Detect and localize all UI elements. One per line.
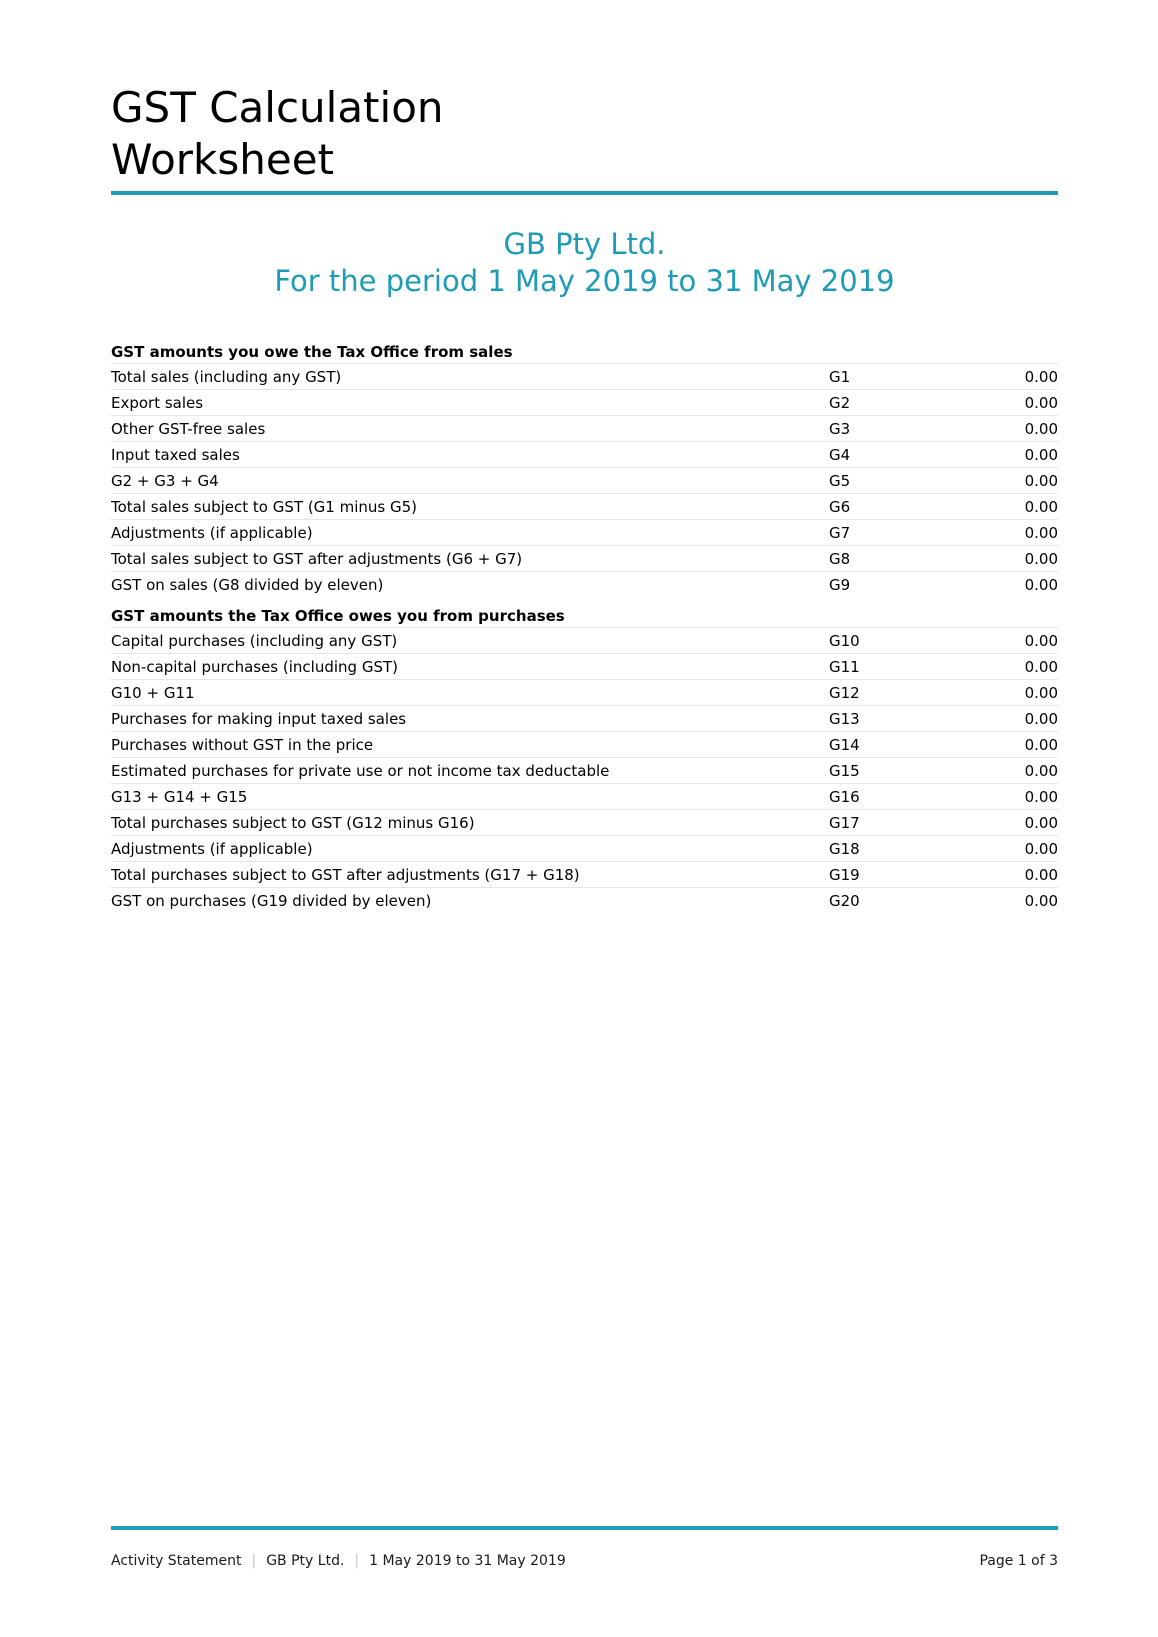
row-label: Capital purchases (including any GST): [111, 631, 398, 650]
title-divider: [111, 191, 1058, 195]
footer-left: [111, 1553, 566, 1569]
row-label: Total sales subject to GST after adjustments (G6 + G7): [111, 549, 523, 568]
row-amount: 0.00: [1024, 367, 1058, 386]
row-code: G16: [829, 787, 860, 806]
page-title: [111, 82, 444, 186]
table-row: [111, 654, 1058, 680]
row-amount: 0.00: [1024, 497, 1058, 516]
row-amount: 0.00: [1024, 891, 1058, 910]
table-row: [111, 758, 1058, 784]
row-amount: 0.00: [1024, 657, 1058, 676]
company-name: GB Pty Ltd.: [503, 227, 666, 261]
row-label: G13 + G14 + G15: [111, 787, 248, 806]
row-code: G6: [829, 497, 851, 516]
worksheet-page: [111, 0, 1058, 1637]
table-row: [111, 706, 1058, 732]
row-code: G4: [829, 445, 851, 464]
row-amount: 0.00: [1024, 445, 1058, 464]
row-code: G20: [829, 891, 860, 910]
row-amount: 0.00: [1024, 839, 1058, 858]
row-amount: 0.00: [1024, 865, 1058, 884]
row-code: G18: [829, 839, 860, 858]
row-code: G14: [829, 735, 860, 754]
row-amount: 0.00: [1024, 419, 1058, 438]
row-code: G15: [829, 761, 860, 780]
footer-report-name: Activity Statement: [111, 1553, 242, 1569]
row-label: Export sales: [111, 393, 204, 412]
row-label: Total sales (including any GST): [111, 367, 342, 386]
sales-section: [111, 342, 1058, 597]
table-row: [111, 628, 1058, 654]
row-code: G5: [829, 471, 851, 490]
row-label: Purchases for making input taxed sales: [111, 709, 407, 728]
purchases-section: [111, 606, 1058, 913]
table-row: [111, 364, 1058, 390]
table-row: [111, 416, 1058, 442]
row-amount: 0.00: [1024, 813, 1058, 832]
row-label: G2 + G3 + G4: [111, 471, 219, 490]
title-line-2: Worksheet: [111, 135, 335, 184]
sales-rows: [111, 364, 1058, 597]
row-label: Other GST-free sales: [111, 419, 266, 438]
row-code: G17: [829, 813, 860, 832]
footer-separator: |: [251, 1553, 257, 1569]
table-row: [111, 494, 1058, 520]
row-label: Estimated purchases for private use or not income tax deductable: [111, 761, 610, 780]
row-code: G3: [829, 419, 851, 438]
row-code: G9: [829, 575, 851, 594]
row-label: Adjustments (if applicable): [111, 523, 313, 542]
row-amount: 0.00: [1024, 631, 1058, 650]
row-code: G1: [829, 367, 851, 386]
table-row: [111, 680, 1058, 706]
table-row: [111, 732, 1058, 758]
row-code: G11: [829, 657, 860, 676]
purchases-section-heading: GST amounts the Tax Office owes you from purchases: [111, 606, 1058, 628]
row-code: G19: [829, 865, 860, 884]
footer-period: 1 May 2019 to 31 May 2019: [369, 1553, 566, 1569]
row-label: Purchases without GST in the price: [111, 735, 374, 754]
page-footer: [111, 1553, 1058, 1569]
table-row: [111, 836, 1058, 862]
row-label: Total purchases subject to GST (G12 minus G16): [111, 813, 475, 832]
row-code: G10: [829, 631, 860, 650]
row-amount: 0.00: [1024, 761, 1058, 780]
title-line-1: GST Calculation: [111, 83, 444, 132]
page-number: Page 1 of 3: [979, 1553, 1058, 1569]
table-row: [111, 784, 1058, 810]
sales-section-heading: GST amounts you owe the Tax Office from sales: [111, 342, 1058, 364]
row-label: Non-capital purchases (including GST): [111, 657, 398, 676]
row-amount: 0.00: [1024, 787, 1058, 806]
row-label: G10 + G11: [111, 683, 195, 702]
report-period: For the period 1 May 2019 to 31 May 2019: [274, 264, 895, 298]
table-row: [111, 442, 1058, 468]
table-row: [111, 520, 1058, 546]
row-amount: 0.00: [1024, 683, 1058, 702]
row-code: G12: [829, 683, 860, 702]
row-amount: 0.00: [1024, 575, 1058, 594]
purchases-rows: [111, 628, 1058, 913]
table-row: [111, 888, 1058, 913]
row-amount: 0.00: [1024, 735, 1058, 754]
row-label: Total purchases subject to GST after adjustments (G17 + G18): [111, 865, 580, 884]
footer-divider: [111, 1526, 1058, 1530]
row-amount: 0.00: [1024, 523, 1058, 542]
row-amount: 0.00: [1024, 709, 1058, 728]
row-amount: 0.00: [1024, 393, 1058, 412]
row-label: GST on sales (G8 divided by eleven): [111, 575, 384, 594]
footer-company: GB Pty Ltd.: [266, 1553, 345, 1569]
table-row: [111, 390, 1058, 416]
row-code: G13: [829, 709, 860, 728]
table-row: [111, 862, 1058, 888]
row-amount: 0.00: [1024, 549, 1058, 568]
report-subtitle: [111, 226, 1058, 300]
row-label: GST on purchases (G19 divided by eleven): [111, 891, 432, 910]
table-row: [111, 572, 1058, 597]
table-row: [111, 810, 1058, 836]
row-code: G2: [829, 393, 851, 412]
row-label: Adjustments (if applicable): [111, 839, 313, 858]
row-amount: 0.00: [1024, 471, 1058, 490]
footer-separator: |: [354, 1553, 360, 1569]
row-code: G7: [829, 523, 851, 542]
row-label: Total sales subject to GST (G1 minus G5): [111, 497, 418, 516]
table-row: [111, 546, 1058, 572]
row-code: G8: [829, 549, 851, 568]
table-row: [111, 468, 1058, 494]
row-label: Input taxed sales: [111, 445, 240, 464]
